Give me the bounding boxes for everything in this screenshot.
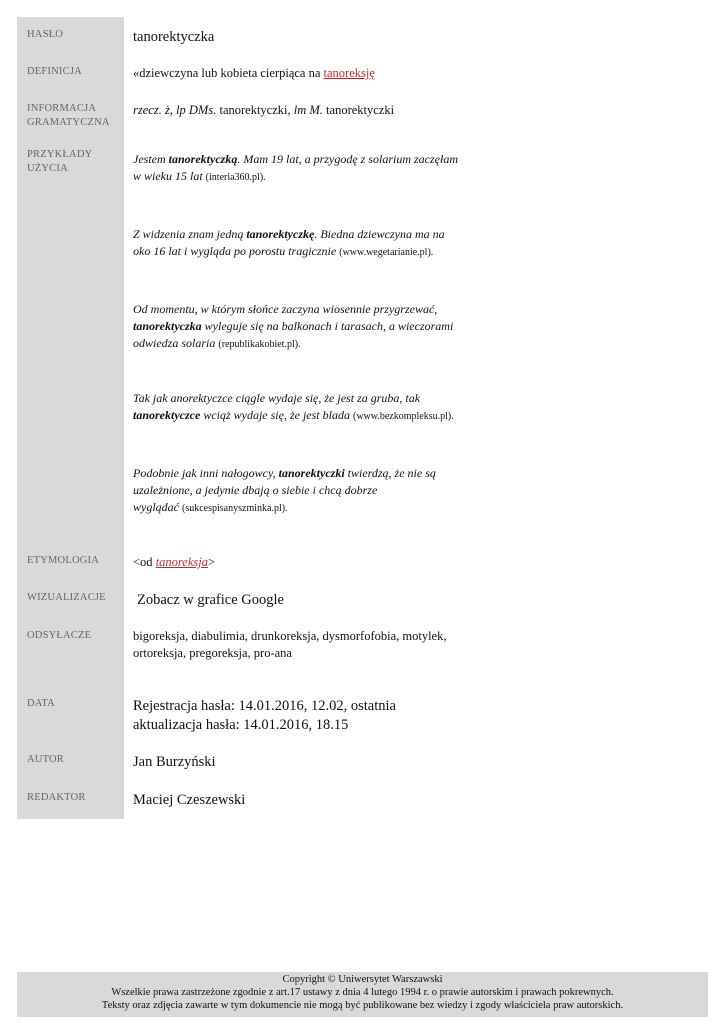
etymology-prefix: <od bbox=[133, 555, 156, 569]
label-informacja-line2: GRAMATYCZNA bbox=[27, 117, 110, 128]
example-text: wyglądać bbox=[133, 500, 182, 514]
registration-date: Rejestracja hasła: 14.01.2016, 12.02, ostatnia bbox=[133, 698, 396, 714]
cross-references-line1: bigoreksja, diabulimia, drunkoreksja, dysmorfofobia, motylek, bbox=[133, 629, 447, 643]
example-text: odwiedza solaria bbox=[133, 336, 219, 350]
label-data: DATA bbox=[27, 698, 55, 709]
headword: tanorektyczka bbox=[133, 29, 215, 45]
example-source: (republikakobiet.pl). bbox=[218, 339, 301, 350]
example-text: Od momentu, w którym słońce zaczyna wiosennie przygrzewać, bbox=[133, 302, 438, 316]
example-1 bbox=[133, 151, 463, 186]
example-headword: tanorektyczkę bbox=[246, 227, 315, 241]
example-text: wciąż wydaje się, że jest blada bbox=[200, 408, 353, 422]
example-source-text: sukcespisanyszminka.pl bbox=[185, 503, 282, 514]
label-przyklady bbox=[27, 148, 122, 176]
example-source: (interia360.pl). bbox=[205, 172, 266, 183]
example-source: (sukcespisanyszminka.pl). bbox=[182, 503, 288, 514]
example-text: . Mam 19 lat, a przygodę z solarium zaczęłam bbox=[237, 152, 458, 166]
example-text: oko 16 lat i wygląda po porostu tragicznie bbox=[133, 244, 340, 258]
example-line bbox=[133, 499, 463, 517]
example-text: uzależnione, a jedynie dbają o siebie i chcą dobrze bbox=[133, 483, 378, 497]
grammar-part2: tanorektyczki, bbox=[216, 103, 294, 117]
example-headword: tanorektyczką bbox=[168, 152, 238, 166]
cross-references-line2: ortoreksja, pregoreksja, pro-ana bbox=[133, 646, 292, 660]
grammar-part3: lm M. bbox=[293, 103, 323, 117]
copyright-footer bbox=[17, 972, 708, 1017]
label-informacja-line1: INFORMACJA bbox=[27, 103, 97, 114]
editor-name: Maciej Czeszewski bbox=[133, 792, 246, 808]
footer-rights: Wszelkie prawa zastrzeżone zgodnie z art.17 ustawy z dnia 4 lutego 1994 r. o prawie autorskim i prawach pokrewnych. bbox=[111, 987, 614, 998]
example-source: (www.wegetarianie.pl). bbox=[339, 247, 434, 258]
example-source-text: republikakobiet.pl bbox=[221, 339, 295, 350]
example-headword: tanorektyczki bbox=[278, 466, 345, 480]
footer-copyright: Copyright © Uniwersytet Warszawski bbox=[282, 974, 443, 985]
label-autor: AUTOR bbox=[27, 754, 64, 765]
author-name: Jan Burzyński bbox=[133, 754, 216, 770]
definition bbox=[133, 65, 463, 82]
example-line bbox=[133, 335, 463, 353]
etymology bbox=[133, 554, 463, 571]
dates bbox=[133, 697, 463, 735]
etymology-link[interactable]: tanoreksja bbox=[155, 555, 208, 569]
example-text: wyleguje się na balkonach i tarasach, a wieczorami bbox=[201, 319, 454, 333]
example-headword: tanorektyczka bbox=[133, 319, 202, 333]
label-przyklady-line2: UŻYCIA bbox=[27, 163, 68, 174]
example-4 bbox=[133, 390, 463, 425]
example-line bbox=[133, 390, 463, 407]
example-headword: tanorektyczce bbox=[133, 408, 201, 422]
example-line bbox=[133, 407, 463, 425]
label-odsylacze: ODSYŁACZE bbox=[27, 630, 92, 641]
example-source-text: www.bezkompleksu.pl bbox=[356, 411, 448, 422]
example-line bbox=[133, 151, 463, 168]
example-line bbox=[133, 482, 463, 499]
label-przyklady-line1: PRZYKŁADY bbox=[27, 149, 93, 160]
etymology-suffix: > bbox=[208, 555, 216, 569]
example-source-text: www.wegetarianie.pl bbox=[342, 247, 428, 258]
footer-notice: Teksty oraz zdjęcia zawarte w tym dokumencie nie mogą być publikowane bez wiedzy i zgody właściciela praw autorskich. bbox=[101, 1000, 624, 1011]
example-line bbox=[133, 243, 463, 261]
example-line bbox=[133, 168, 463, 186]
example-2 bbox=[133, 226, 463, 261]
example-line bbox=[133, 318, 463, 335]
cross-references bbox=[133, 628, 463, 662]
example-source: (www.bezkompleksu.pl). bbox=[352, 411, 454, 422]
example-text: . Biedna dziewczyna ma na bbox=[314, 227, 445, 241]
example-text: twierdzą, że nie są bbox=[344, 466, 436, 480]
label-redaktor: REDAKTOR bbox=[27, 792, 86, 803]
label-definicja: DEFINICJA bbox=[27, 66, 82, 77]
example-line bbox=[133, 301, 463, 318]
google-images-link[interactable]: Zobacz w grafice Google bbox=[137, 592, 284, 608]
example-5 bbox=[133, 465, 463, 517]
grammar-part1: rzecz. ż, lp DMs. bbox=[133, 103, 217, 117]
example-text: Z widzenia znam jedną bbox=[133, 227, 247, 241]
example-source-text: interia360.pl bbox=[209, 172, 260, 183]
example-text: Jestem bbox=[133, 152, 169, 166]
definition-text: «dziewczyna lub kobieta cierpiąca na bbox=[133, 66, 324, 80]
grammar-info bbox=[133, 102, 463, 119]
example-line bbox=[133, 465, 463, 482]
label-informacja bbox=[27, 102, 122, 130]
example-text: Tak jak anorektyczce ciągle wydaje się, że jest za gruba, tak bbox=[133, 391, 421, 405]
label-etymologia: ETYMOLOGIA bbox=[27, 555, 99, 566]
grammar-part4: tanorektyczki bbox=[322, 103, 395, 117]
example-text: Podobnie jak inni nałogowcy, bbox=[133, 466, 279, 480]
example-line bbox=[133, 226, 463, 243]
example-3 bbox=[133, 301, 463, 353]
example-text: w wieku 15 lat bbox=[133, 169, 206, 183]
definition-link[interactable]: tanoreksję bbox=[323, 66, 375, 80]
update-date: aktualizacja hasła: 14.01.2016, 18.15 bbox=[133, 717, 349, 733]
label-haslo: HASŁO bbox=[27, 29, 64, 40]
label-wizualizacje: WIZUALIZACJE bbox=[27, 592, 106, 603]
